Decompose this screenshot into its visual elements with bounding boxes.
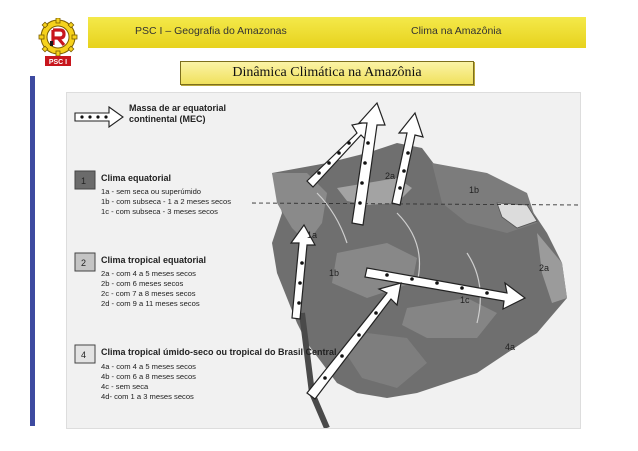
- legend-item: 2d - com 9 a 11 meses secos: [101, 299, 200, 308]
- group-title: Clima equatorial: [101, 173, 172, 183]
- legend-item: 1c - com subseca - 3 meses secos: [101, 207, 218, 216]
- legend-item: 2b - com 6 meses secos: [101, 279, 184, 288]
- slide-title: Dinâmica Climática na Amazônia: [232, 65, 422, 80]
- group-number: 2: [81, 258, 87, 268]
- legend-item: 4d- com 1 a 3 meses secos: [101, 392, 194, 401]
- header-topic-text: Clima na Amazônia: [411, 25, 502, 37]
- group-title: Clima tropical equatorial: [101, 255, 207, 265]
- legend-item: 4c - sem seca: [101, 382, 149, 391]
- legend-mec-title-1: Massa de ar equatorial: [129, 103, 227, 113]
- legend-item: 2a - com 4 a 5 meses secos: [101, 269, 196, 278]
- map-label: 2a: [539, 263, 550, 273]
- climate-map-figure: [66, 92, 581, 429]
- slide-title-box: [180, 61, 474, 85]
- legend-item: 1b - com subseca - 1 a 2 meses secos: [101, 197, 231, 206]
- legend-item: 4a - com 4 a 5 meses secos: [101, 362, 196, 371]
- group-number: 4: [81, 350, 87, 360]
- group-title: Clima tropical úmido-seco ou tropical do Brasil Central: [101, 347, 337, 357]
- legend-item: 1a - sem seca ou superúmido: [101, 187, 202, 196]
- group-number: 1: [81, 176, 87, 186]
- map-label: 4a: [505, 342, 516, 352]
- legend-item: 4b - com 6 a 8 meses secos: [101, 372, 196, 381]
- decorative-stripe: [30, 76, 35, 426]
- map-label: 2a: [385, 171, 396, 181]
- legend-mec-title-2: continental (MEC): [129, 114, 206, 124]
- legend-item: 2c - com 7 a 8 meses secos: [101, 289, 196, 298]
- map-label: 1c: [460, 295, 470, 305]
- map-label: 1b: [469, 185, 480, 195]
- map-label: 1b: [329, 268, 340, 278]
- logo-text: PSC I: [48, 59, 68, 66]
- map-label: 1a: [307, 230, 318, 240]
- header-course-text: PSC I – Geografia do Amazonas: [135, 25, 287, 37]
- psc-logo: [36, 18, 80, 68]
- header-band: [88, 17, 586, 48]
